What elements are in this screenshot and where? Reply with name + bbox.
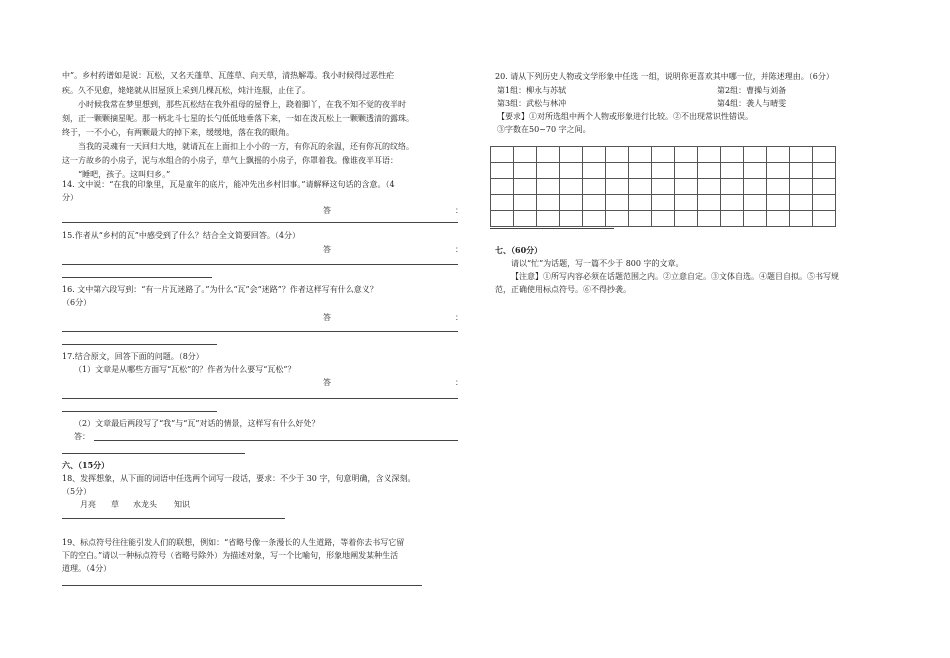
answer-line[interactable] <box>62 518 285 519</box>
grid-cell[interactable] <box>721 211 744 227</box>
grid-row <box>491 179 836 195</box>
grid-cell[interactable] <box>606 211 629 227</box>
passage-line-4: 刻，正一颗颗摘星呢。那一柄北斗七星的长勺低低地垂落下来，一如在泼瓦松上一颗颗透清的露珠。 <box>62 114 414 123</box>
grid-row <box>491 195 836 211</box>
question-17-2-text: （2）文章最后两段写了“我”与“瓦”对话的情景，这样写有什么好处？ <box>74 419 320 428</box>
q18-word: 知识 <box>174 500 190 509</box>
grid-cell[interactable] <box>560 147 583 163</box>
grid-cell[interactable] <box>629 211 652 227</box>
answer-line[interactable] <box>94 440 458 441</box>
group-option-2: 第2组：曹操与刘备 <box>717 86 787 95</box>
grid-cell[interactable] <box>629 163 652 179</box>
answer-line[interactable] <box>62 585 422 586</box>
grid-cell[interactable] <box>767 163 790 179</box>
grid-cell[interactable] <box>790 211 813 227</box>
grid-row <box>491 211 836 227</box>
grid-cell[interactable] <box>560 179 583 195</box>
question-19-text: 19、标点符号往往能引发人们的联想，例如：“省略号像一条漫长的人生道路，等着你去书写它留 <box>62 538 405 547</box>
grid-cell[interactable] <box>514 195 537 211</box>
answer-line[interactable] <box>62 398 458 399</box>
grid-cell[interactable] <box>652 163 675 179</box>
question-14-text-cont: 分） <box>62 193 78 202</box>
grid-cell[interactable] <box>675 195 698 211</box>
grid-cell[interactable] <box>767 179 790 195</box>
grid-cell[interactable] <box>721 195 744 211</box>
answer-line[interactable] <box>62 411 217 412</box>
requirement-line-2: ③字数在50~70 字之间。 <box>497 125 591 134</box>
grid-cell[interactable] <box>721 179 744 195</box>
grid-cell[interactable] <box>537 211 560 227</box>
question-17-text: 17.结合原文，回答下面的问题。（8分） <box>62 352 204 361</box>
requirement-line-1: 【要求】①对所选组中两个人物或形象进行比较。②不出现常识性错误。 <box>497 112 753 121</box>
essay-prompt: 请以“忙”为话题，写一篇不少于 800 字的文章。 <box>511 259 684 268</box>
grid-cell[interactable] <box>629 195 652 211</box>
question-20-text: 20. 请从下列历史人物或文学形象中任选 一组，说明你更喜欢其中哪一位，并陈述理由。（6分） <box>495 72 834 81</box>
grid-cell[interactable] <box>514 147 537 163</box>
grid-cell[interactable] <box>813 163 836 179</box>
grid-cell[interactable] <box>491 163 514 179</box>
grid-cell[interactable] <box>606 163 629 179</box>
grid-cell[interactable] <box>491 211 514 227</box>
grid-cell[interactable] <box>698 147 721 163</box>
grid-cell[interactable] <box>813 211 836 227</box>
grid-cell[interactable] <box>767 195 790 211</box>
grid-cell[interactable] <box>744 195 767 211</box>
question-18-text: 18、发挥想象，从下面的词语中任选两个词写一段话，要求：不少于 30 字，句意明确，含义深刻。 <box>62 474 416 483</box>
answer-line[interactable] <box>62 264 458 265</box>
question-18-text-cont: （5分） <box>62 487 92 496</box>
grid-cell[interactable] <box>606 179 629 195</box>
q18-word: 月亮 <box>80 500 96 509</box>
grid-cell[interactable] <box>698 195 721 211</box>
grid-cell[interactable] <box>583 163 606 179</box>
grid-cell[interactable] <box>675 211 698 227</box>
question-14-text: 14. 文中说：“在我的印象里，瓦是童年的底片，能冲先出乡村旧事。”请解释这句话的含意。（4 <box>62 180 395 189</box>
grid-cell[interactable] <box>537 147 560 163</box>
grid-cell[interactable] <box>767 147 790 163</box>
grid-cell[interactable] <box>744 179 767 195</box>
grid-cell[interactable] <box>767 211 790 227</box>
essay-notes-line-2: 范，正确使用标点符号。⑥不得抄袭。 <box>495 285 631 294</box>
essay-notes-line-1: 【注意】①所写内容必须在话题范围之内。②立意自定。③文体自选。④题目自拟。⑤书写规 <box>511 272 839 281</box>
grid-cell[interactable] <box>537 163 560 179</box>
answer-colon: ： <box>455 245 463 254</box>
grid-cell[interactable] <box>675 163 698 179</box>
grid-cell[interactable] <box>629 179 652 195</box>
grid-cell[interactable] <box>514 211 537 227</box>
passage-line-8: “睡吧，孩子。这叫归乡。” <box>62 170 171 179</box>
grid-cell[interactable] <box>537 179 560 195</box>
grid-cell[interactable] <box>744 147 767 163</box>
answer-line[interactable] <box>62 277 212 278</box>
passage-line-5: 终于，一不小心，有两颗最大的掉下来，缓缓地，落在我的眼角。 <box>62 128 294 137</box>
question-16-text: 16. 文中第六段写到：“有一片瓦迷路了。”为什么“瓦”会“迷路”？作者这样写有什么意义？ <box>62 285 378 294</box>
answer-colon: ： <box>455 378 463 387</box>
grid-cell[interactable] <box>583 211 606 227</box>
q18-word: 草 <box>111 500 119 509</box>
question-19-text-cont: 下的空白。”请以一种标点符号（省略号除外）为描述对象，写一个比喻句，形象地阐发某种生活 <box>62 551 399 560</box>
answer-label: 答 <box>323 313 331 322</box>
grid-cell[interactable] <box>583 195 606 211</box>
grid-cell[interactable] <box>790 195 813 211</box>
passage-line-1: 中”。乡村药谱如是说：瓦松，又名天蓬草、瓦莲草、向天草，清热解毒。我小时候得过恶性疟 <box>62 71 395 80</box>
passage-line-6: 当我的灵魂有一天回归大地，就请瓦在上面扣上小小的一方，有你瓦的余温，还有你瓦的纹络。 <box>62 142 414 151</box>
grid-cell[interactable] <box>537 195 560 211</box>
grid-cell[interactable] <box>790 147 813 163</box>
answer-line[interactable] <box>62 331 458 332</box>
answer-label: 答 <box>323 245 331 254</box>
passage-line-2: 疾。久不见愈，姥姥就从旧屋顶上采到几棵瓦松，炖汁连服，止住了。 <box>62 86 310 95</box>
grid-cell[interactable] <box>721 163 744 179</box>
passage-line-3: 小时候我常在梦里想到，那些瓦松结在我外祖母的屋脊上，跷着脚丫，在我不知不觉的夜半时 <box>62 100 406 109</box>
grid-cell[interactable] <box>652 179 675 195</box>
grid-cell[interactable] <box>583 147 606 163</box>
grid-cell[interactable] <box>560 195 583 211</box>
grid-cell[interactable] <box>744 163 767 179</box>
answer-colon: ： <box>455 313 463 322</box>
grid-cell[interactable] <box>491 179 514 195</box>
question-19-text-cont: 道理。（4分） <box>62 564 112 573</box>
grid-cell[interactable] <box>721 147 744 163</box>
answer-line[interactable] <box>62 344 217 345</box>
section-6-heading: 六、（15分） <box>62 460 110 470</box>
grid-cell[interactable] <box>813 147 836 163</box>
question-15-text: 15.作者从“乡村的瓦”中感受到了什么？结合全文简要回答。（4分） <box>62 231 300 240</box>
grid-cell[interactable] <box>583 179 606 195</box>
writing-grid[interactable] <box>490 146 836 227</box>
answer-line[interactable] <box>62 453 245 454</box>
grid-row <box>491 163 836 179</box>
grid-cell[interactable] <box>652 147 675 163</box>
grid-cell[interactable] <box>790 179 813 195</box>
grid-cell[interactable] <box>652 211 675 227</box>
section-7-heading: 七、（60分） <box>495 245 543 255</box>
answer-colon: ： <box>455 206 463 215</box>
grid-cell[interactable] <box>813 179 836 195</box>
grid-cell[interactable] <box>813 195 836 211</box>
group-option-3: 第3组：武松与林冲 <box>497 99 567 108</box>
grid-cell[interactable] <box>698 179 721 195</box>
passage-line-7: 这一方故乡的小房子，泥与水组合的小房子，草气上飘摇的小房子，你罩着我。像谁夜半耳语： <box>62 156 398 165</box>
grid-cell[interactable] <box>514 179 537 195</box>
grid-cell[interactable] <box>491 195 514 211</box>
question-17-1-text: （1）文章是从哪些方面写“瓦松”的？作者为什么要写“瓦松”？ <box>74 365 296 374</box>
answer-label: 答 <box>323 206 331 215</box>
answer-line[interactable] <box>490 228 614 229</box>
grid-cell[interactable] <box>606 147 629 163</box>
group-option-1: 第1组：柳永与苏轼 <box>497 86 567 95</box>
grid-row <box>491 147 836 163</box>
answer-label-full: 答： <box>74 432 90 441</box>
grid-cell[interactable] <box>491 147 514 163</box>
question-16-text-cont: （6分） <box>62 298 92 307</box>
grid-cell[interactable] <box>514 163 537 179</box>
answer-label: 答 <box>323 378 331 387</box>
grid-cell[interactable] <box>698 211 721 227</box>
grid-cell[interactable] <box>744 211 767 227</box>
grid-cell[interactable] <box>675 179 698 195</box>
q18-word: 水龙头 <box>133 500 157 509</box>
grid-cell[interactable] <box>675 147 698 163</box>
grid-cell[interactable] <box>606 195 629 211</box>
group-option-4: 第4组：袭人与晴雯 <box>717 99 787 108</box>
grid-cell[interactable] <box>698 163 721 179</box>
grid-cell[interactable] <box>560 211 583 227</box>
grid-cell[interactable] <box>560 163 583 179</box>
answer-line[interactable] <box>62 222 458 223</box>
grid-cell[interactable] <box>790 163 813 179</box>
grid-cell[interactable] <box>652 195 675 211</box>
grid-cell[interactable] <box>629 147 652 163</box>
